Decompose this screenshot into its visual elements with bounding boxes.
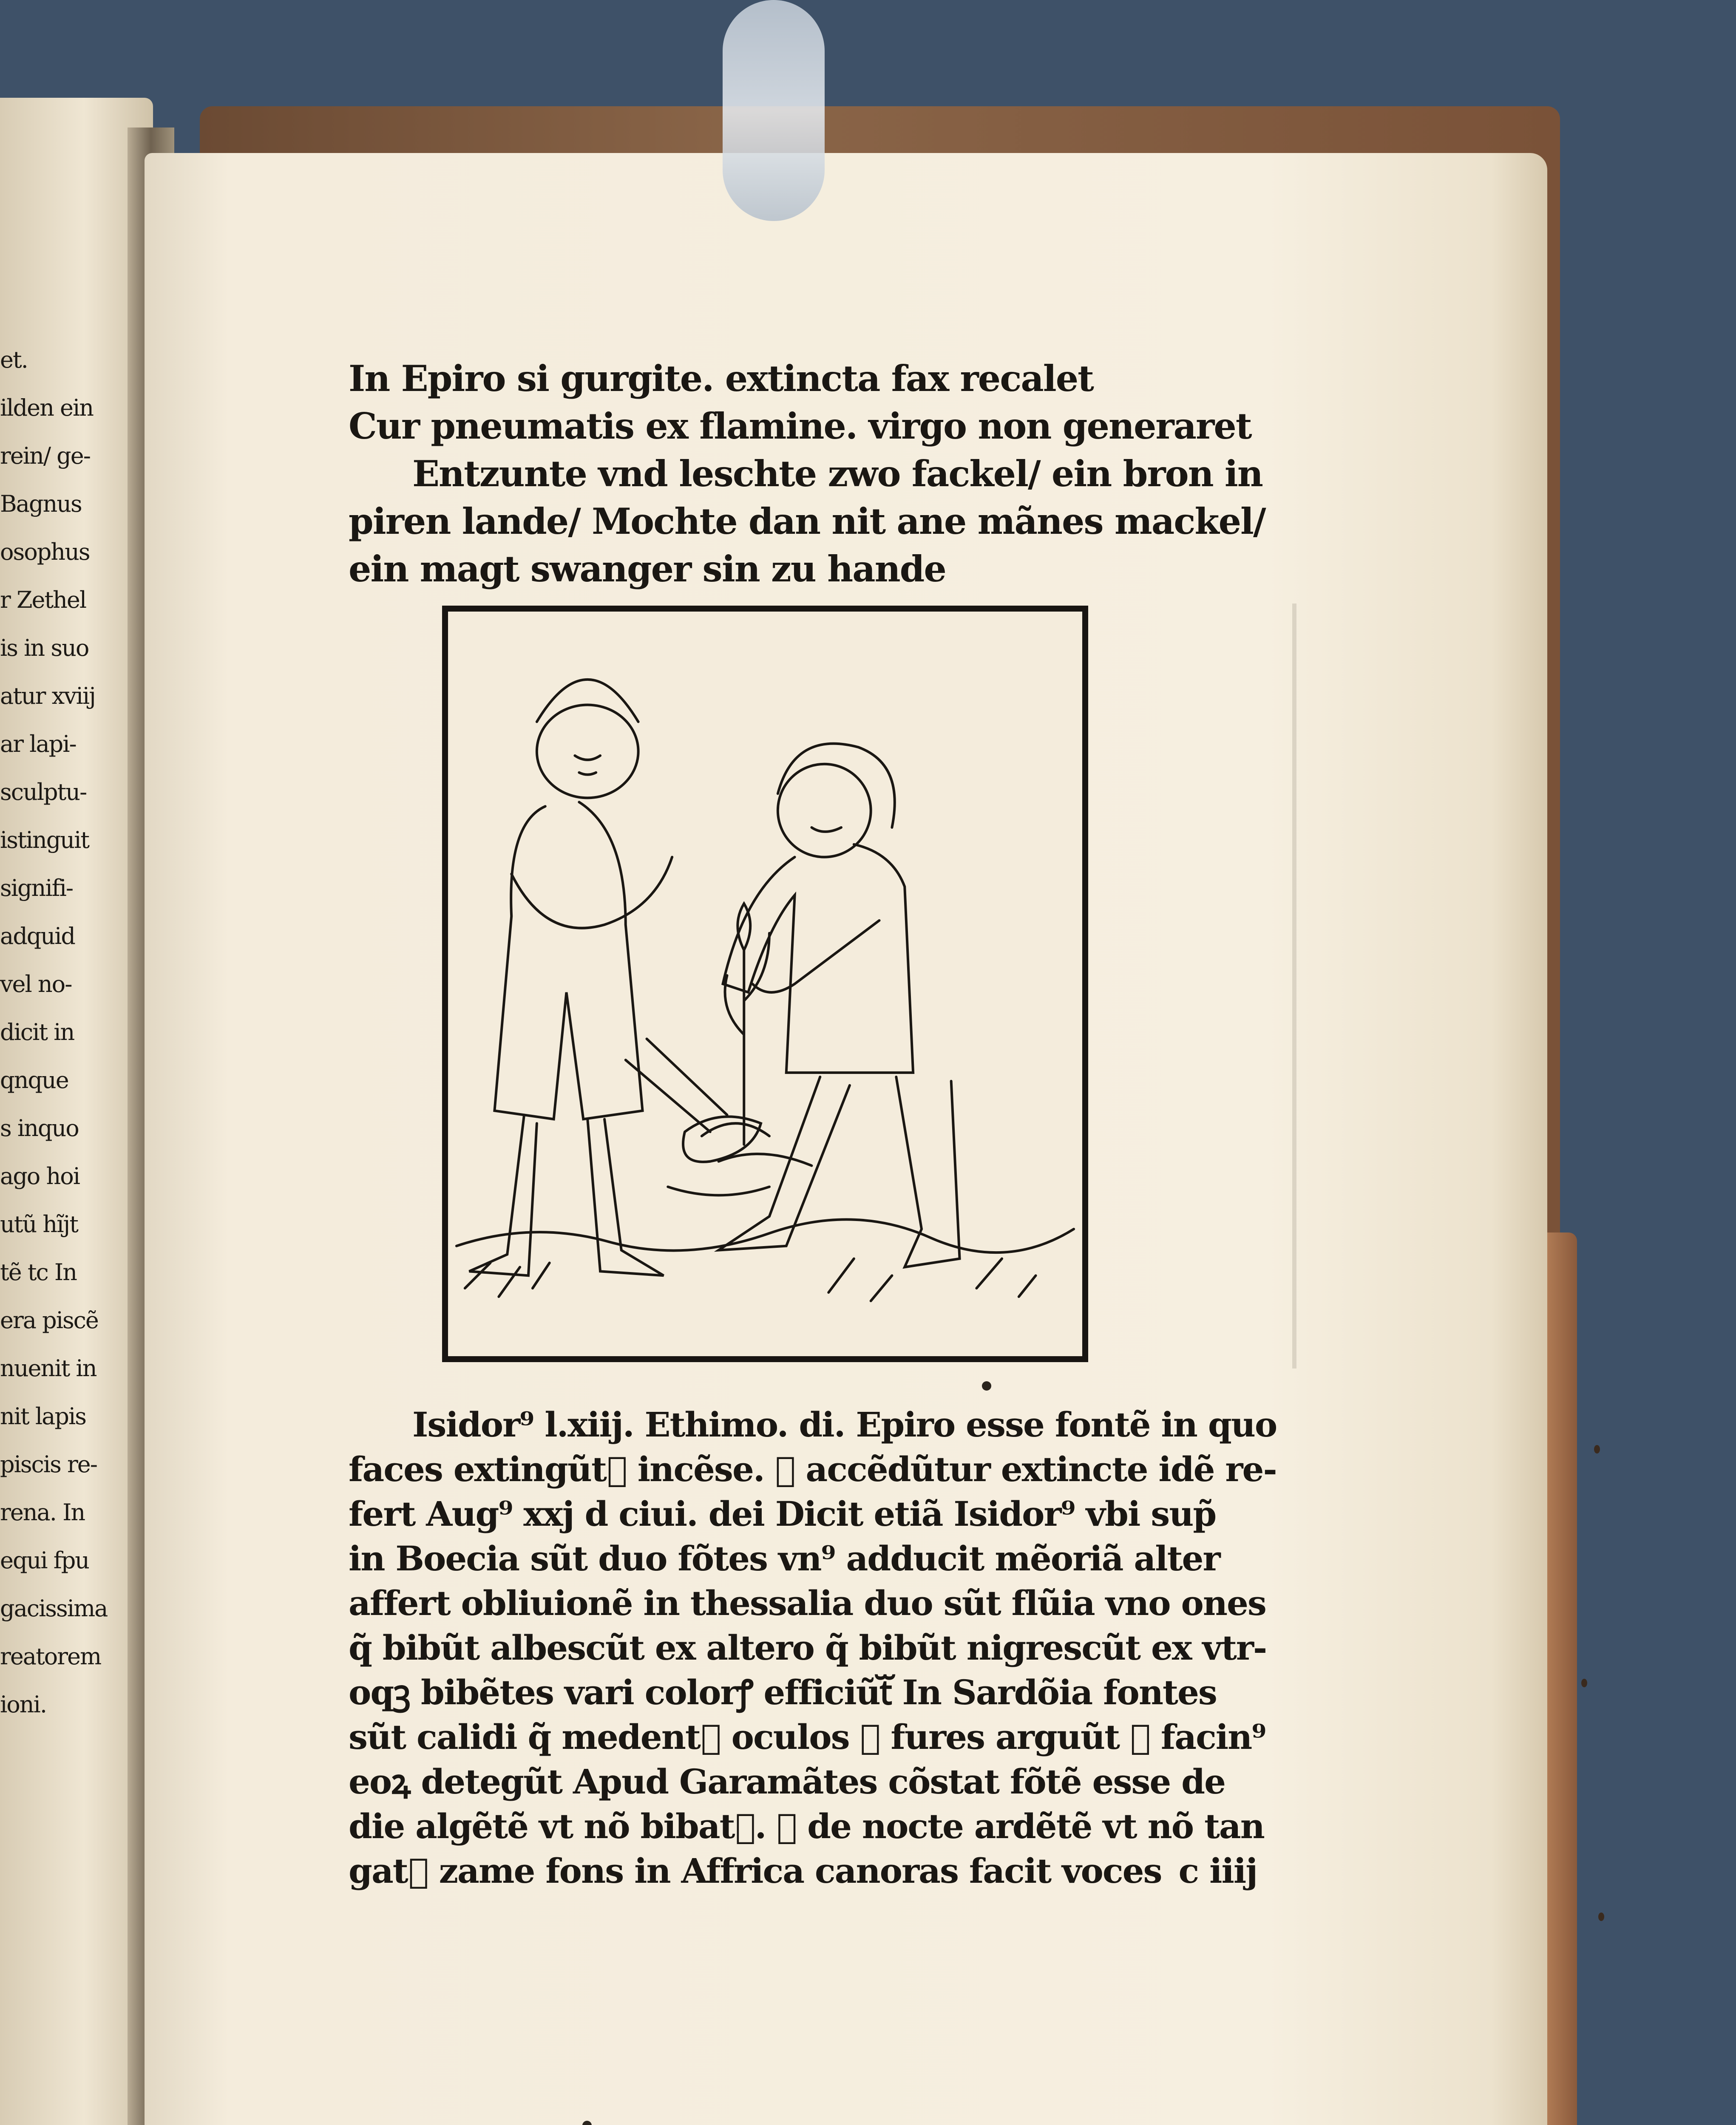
left-page-line: qnque [0,1067,68,1094]
verse-line-5: ein magt swanger sin zu hande [349,548,946,590]
left-page-line: s inquo [0,1115,79,1142]
left-page-line: Bagnus [0,490,82,517]
left-page-line: era piscẽ [0,1307,98,1334]
left-page-line: ilden ein [0,394,94,421]
commentary-last-line: gatᷓ zame fons in Affrica canoras facit voces [349,1851,1162,1891]
wormhole [1598,1912,1604,1921]
commentary-line: Isidor⁹ l.xiij. Ethimo. di. Epiro esse fontẽ in quo [412,1405,1277,1445]
left-page-line: istinguit [0,827,89,853]
show-through-image [1088,604,1296,1368]
left-page-line: ar lapi- [0,731,76,757]
left-page-line: utũ hĩjt [0,1211,78,1238]
verse-line-1: In Epiro si gurgite. extincta fax recalet [349,357,1093,400]
commentary-line: die algẽtẽ vt nõ bibatᷓ. ꝛ de nocte ardẽtẽ vt nõ tan [349,1806,1264,1846]
left-page-line: nuenit in [0,1355,96,1382]
left-page-text [0,336,108,1728]
wormhole [1581,1679,1587,1687]
left-page-line: vel no- [0,971,72,997]
left-page-line: adquid [0,923,75,949]
commentary-block [349,1402,1277,1893]
woodcut-drawing [448,612,1082,1356]
verse-line-4: piren lande/ Mochte dan nit ane mãnes mackel/ [349,500,1265,542]
commentary-line [349,1849,1271,1893]
left-page-line: rein/ ge- [0,442,90,469]
left-page-line: atur xviij [0,683,95,709]
left-page-line: sculptu- [0,779,87,805]
woodcut-illustration [442,606,1088,1362]
commentary-line: affert obliuionẽ in thessalia duo sũt flũia vno ones [349,1583,1266,1623]
commentary-line: oqꝫ bibẽtes vari colorꝭ efficiũtᷓ In Sardõia fontes [349,1672,1217,1712]
book-clip-top [723,0,825,221]
left-page-line: signifi- [0,875,73,901]
left-page-line: is in suo [0,635,89,661]
left-page-line: piscis re- [0,1451,97,1478]
left-page-line: gacissima [0,1595,108,1622]
left-page-line: nit lapis [0,1403,86,1430]
verse-block [349,355,1271,593]
verse-line-3: Entzunte vnd leschte zwo fackel/ ein bron in [412,453,1262,495]
left-page-line: dicit in [0,1019,74,1046]
commentary-line: eoꝝ detegũt Apud Garamãtes cõstat fõtẽ esse de [349,1762,1225,1802]
commentary-line: q̃ bibũt albescũt ex altero q̃ bibũt nigrescũt ex vtr- [349,1628,1267,1668]
left-page-line: osophus [0,538,90,565]
commentary-line: faces extingũtᷓ incẽse. ꝛ accẽdũtur extincte idẽ re- [349,1449,1276,1489]
ink-dot [982,1381,991,1391]
left-page-line: ago hoi [0,1163,79,1190]
left-page-line: equi fpu [0,1547,89,1574]
verse-line-2: Cur pneumatis ex flamine. virgo non generaret [349,405,1251,447]
commentary-line: sũt calidi q̃ medentᷓ oculos ꝛ fures arguũt ꝛ facin⁹ [349,1717,1266,1757]
left-page-line: tẽ tc In [0,1259,77,1286]
left-page-line: reatorem [0,1643,101,1670]
left-page-line: et. [0,346,28,373]
left-page-line: rena. In [0,1499,85,1526]
left-page-line: r Zethel [0,586,86,613]
commentary-line: in Boecia sũt duo fõtes vn⁹ adducit mẽoriã alter [349,1538,1220,1578]
commentary-line: fert Aug⁹ xxj d ciui. dei Dicit etiã Isidor⁹ vbi sup̃ [349,1494,1216,1534]
wormhole [1594,1445,1600,1454]
signature-mark: c iiij [1178,1851,1257,1891]
left-page-line: ioni. [0,1691,46,1718]
